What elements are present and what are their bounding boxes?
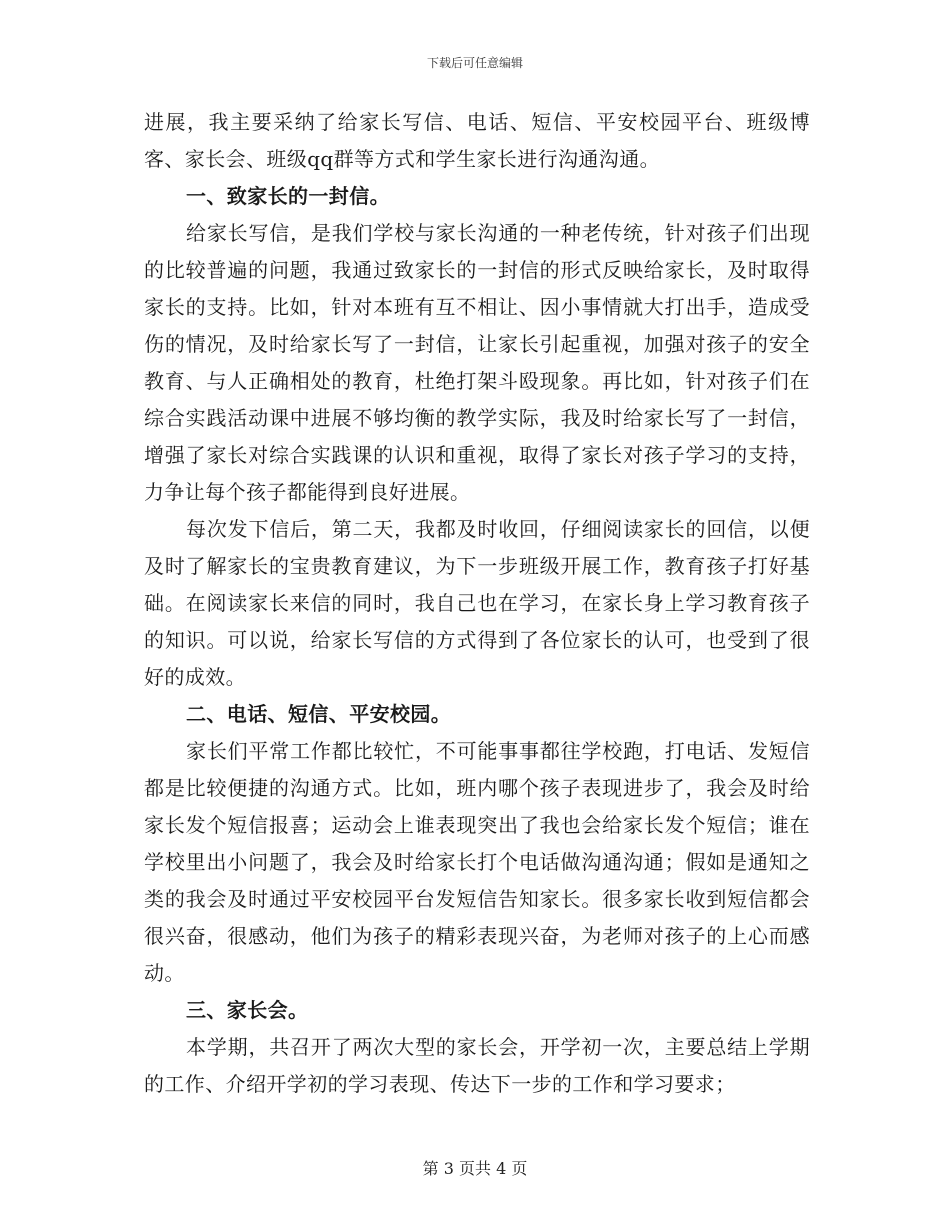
document-body	[144, 104, 810, 1103]
paragraph-letter-practice: 给家长写信，是我们学校与家长沟通的一种老传统，针对孩子们出现的比较普遍的问题，我通过致家长的一封信的形式反映给家长，及时取得家长的支持。比如，针对本班有互不相让、因小事情就大打出手，造成受伤的情况，及时给家长写了一封信，让家长引起重视，加强对孩子的安全教育、与人正确相处的教育，杜绝打架斗殴现象。再比如，针对孩子们在综合实践活动课中进展不够均衡的教学实际，我及时给家长写了一封信，增强了家长对综合实践课的认识和重视，取得了家长对孩子学习的支持，力争让每个孩子都能得到良好进展。	[144, 221, 810, 504]
section-heading-letter: 一、致家长的一封信。	[186, 184, 390, 208]
paragraph-continuation: 进展，我主要采纳了给家长写信、电话、短信、平安校园平台、班级博客、家长会、班级qq群等方式和学生家长进行沟通沟通。	[144, 110, 810, 171]
paragraph-parent-meeting: 本学期，共召开了两次大型的家长会，开学初一次，主要总结上学期的工作、介绍开学初的学习表现、传达下一步的工作和学习要求；	[144, 1035, 810, 1096]
paragraph-phone-sms: 家长们平常工作都比较忙，不可能事事都往学校跑，打电话、发短信都是比较便捷的沟通方式。比如，班内哪个孩子表现进步了，我会及时给家长发个短信报喜；运动会上谁表现突出了我也会给家长发个短信；谁在学校里出小问题了，我会及时给家长打个电话做沟通沟通；假如是通知之类的我会及时通过平安校园平台发短信告知家长。很多家长收到短信都会很兴奋，很感动，他们为孩子的精彩表现兴奋，为老师对孩子的上心而感动。	[144, 739, 810, 985]
section-heading-phone-sms: 二、电话、短信、平安校园。	[186, 702, 452, 726]
section-heading-parent-meeting: 三、家长会。	[186, 998, 309, 1022]
page-number: 第 3 页共 4 页	[422, 1159, 528, 1178]
paragraph-letter-feedback: 每次发下信后，第二天，我都及时收回，仔细阅读家长的回信，以便及时了解家长的宝贵教育建议，为下一步班级开展工作，教育孩子打好基础。在阅读家长来信的同时，我自己也在学习，在家长身上学习教育孩子的知识。可以说，给家长写信的方式得到了各位家长的认可，也受到了很好的成效。	[144, 517, 810, 689]
page-header-note: 下载后可任意编辑	[426, 56, 523, 70]
